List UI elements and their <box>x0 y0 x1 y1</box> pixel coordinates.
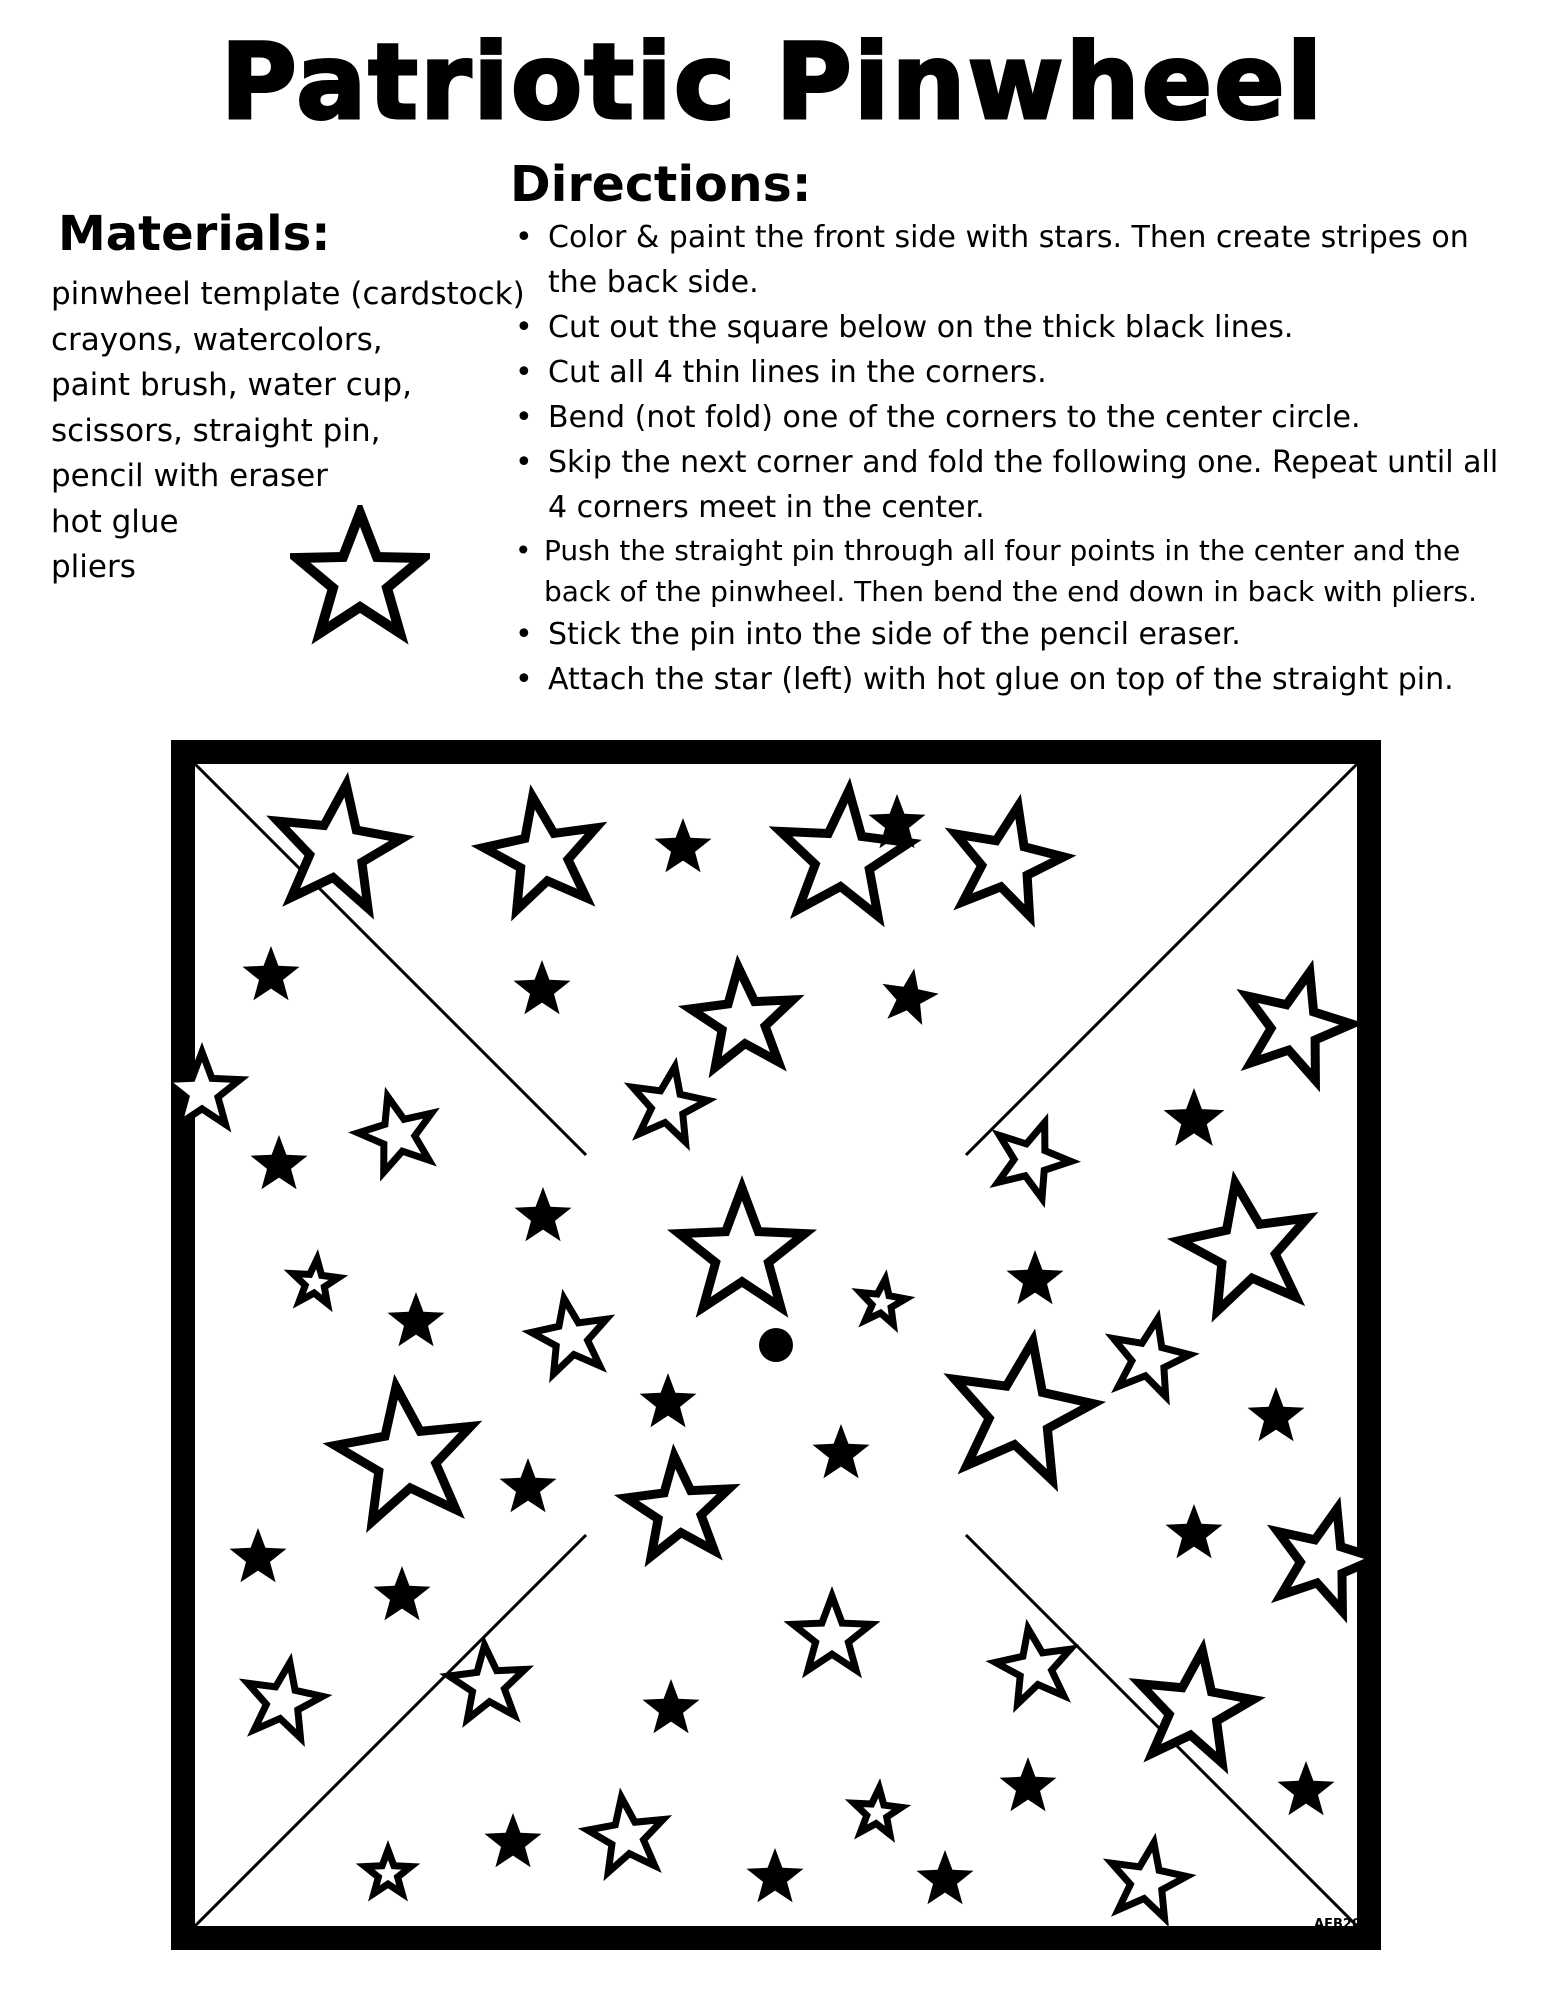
pinwheel-template <box>171 740 1381 1950</box>
material-item: crayons, watercolors, <box>51 321 383 358</box>
material-item: hot glue <box>51 503 179 540</box>
pinwheel-template-drawing <box>171 740 1381 1950</box>
material-item: pencil with eraser <box>51 458 328 494</box>
direction-step: • Color & paint the front side with stars. Then create stripes on the back side. <box>510 215 1510 305</box>
material-item: paint brush, water cup, <box>51 367 412 403</box>
direction-step: • Cut out the square below on the thick black lines. <box>510 305 1510 350</box>
page-title: Patriotic Pinwheel <box>220 21 1325 143</box>
material-item: scissors, straight pin, <box>51 412 381 449</box>
star-topper-icon <box>290 505 430 645</box>
direction-step: • Push the straight pin through all four points in the center and the back of the pinwheel. Then bend the end down in back with pliers. <box>510 530 1510 612</box>
materials-heading: Materials: <box>58 206 331 262</box>
center-dot <box>759 1328 793 1362</box>
directions-list <box>510 215 1510 702</box>
direction-step: • Cut all 4 thin lines in the corners. <box>510 350 1510 395</box>
direction-step: • Bend (not fold) one of the corners to the center circle. <box>510 395 1510 440</box>
material-item: pinwheel template (cardstock) <box>51 276 525 312</box>
direction-step: • Attach the star (left) with hot glue on top of the straight pin. <box>510 657 1510 702</box>
material-item: pliers <box>51 549 136 585</box>
directions-heading: Directions: <box>510 156 812 213</box>
materials-list <box>51 272 525 591</box>
template-code: AFB20 <box>1314 1917 1361 1932</box>
direction-step: • Skip the next corner and fold the following one. Repeat until all 4 corners meet in the center. <box>510 440 1510 530</box>
direction-step: • Stick the pin into the side of the pencil eraser. <box>510 612 1510 657</box>
